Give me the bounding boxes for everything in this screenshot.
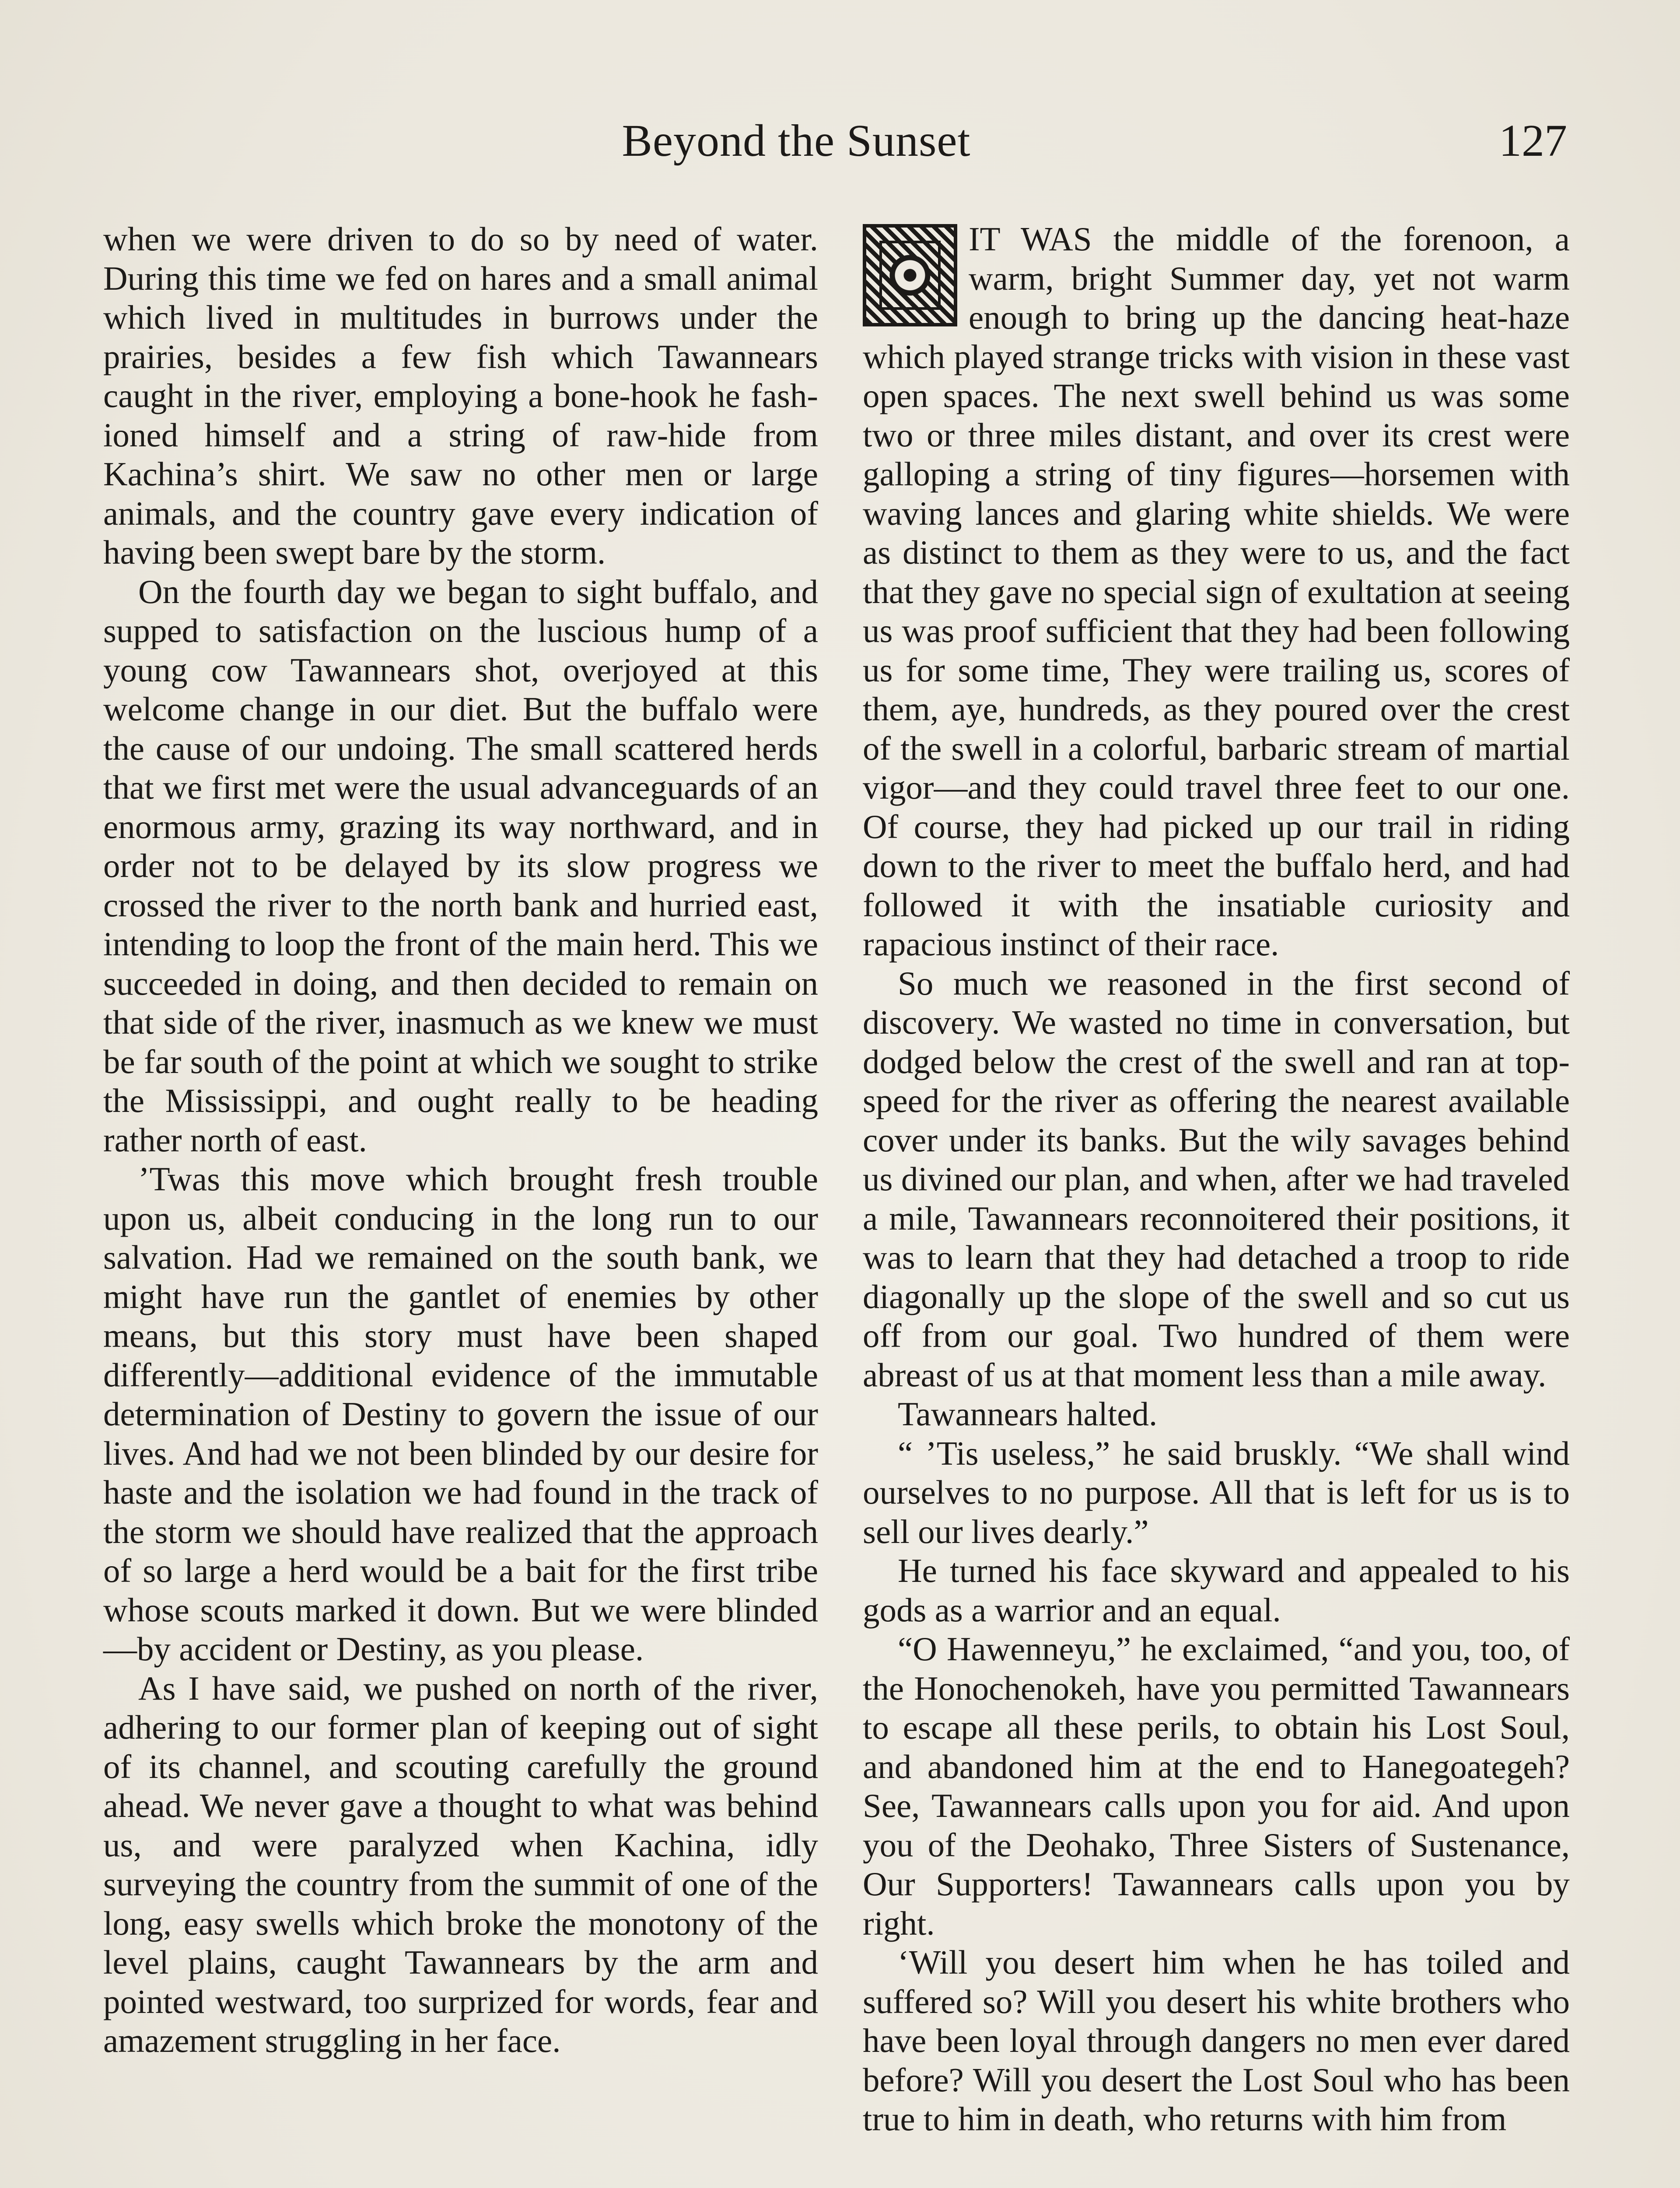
paragraph: As I have said, we pushed on north of the river, adhering to our former plan of keeping out of sight of its channel, and scouting carefully the ground ahead. We never gave a thought to what was behind us, and were paralyzed when Kachina, idly surveying the country from the summit of one of the long, easy swells which broke the monotony of the level plains, caught Tawannears by the arm and pointed westward, too surprized for words, fear and amazement struggling in her face. <box>103 1669 818 2059</box>
paragraph: “ ’Tis useless,” he said bruskly. “We shall wind ourselves to no purpose. All that is left for us is to sell our lives dearly.” <box>863 1434 1570 1550</box>
paragraph: ‘Will you desert him when he has toiled and suffered so? Will you desert his white brothers who have been loyal through dangers no men ever dared before? Will you desert the Lost Soul who has been true to him in death, who returns with him from <box>863 1943 1570 2138</box>
paragraph: “O Hawenneyu,” he exclaimed, “and you, too, of the Honochenokeh, have you permitted Tawannears to escape all these perils, to obtain his Lost Soul, and abandoned him at the end to Hanegoategeh? See, Tawannears calls upon you for aid. And upon you of the Deohako, Three Sisters of Sustenance, Our Supporters! Tawannears calls upon you by right. <box>863 1630 1570 1942</box>
running-head-title: Beyond the Sunset <box>622 116 971 166</box>
paragraph: ’Twas this move which brought fresh trouble upon us, albeit conducing in the long run to our salvation. Had we remained on the south bank, we might have run the gantlet of enemies by other means, but this story must have been shaped differently—additional evidence of the immutable determination of Destiny to govern the issue of our lives. And had we not been blinded by our desire for haste and the isolation we had found in the track of the storm we should have realized that the approach of so large a herd would be a bait for the first tribe whose scouts marked it down. But we were blinded—by accident or Destiny, as you please. <box>103 1160 818 1668</box>
paragraph: So much we reasoned in the first second of discovery. We wasted no time in conversation, but dodged below the crest of the swell and ran at top-speed for the river as offering the nearest available cover under its banks. But the wily savages behind us divined our plan, and when, after we had traveled a mile, Tawannears reconnoitered their positions, it was to learn that they had detached a troop to ride diagonally up the slope of the swell and so cut us off from our goal. Two hundred of them were abreast of us at that moment less than a mile away. <box>863 964 1570 1394</box>
paragraph: He turned his face skyward and appealed to his gods as a warrior and an equal. <box>863 1552 1570 1629</box>
paragraph: On the fourth day we began to sight buffalo, and supped to satisfaction on the luscious hump of a young cow Tawannears shot, overjoyed at this welcome change in our diet. But the buffalo were the cause of our undoing. The small scattered herds that we first met were the usual advanceguards of an enormous army, grazing its way northward, and in order not to be delayed by its slow progress we crossed the river to the north bank and hurried east, intending to loop the front of the main herd. This we succeeded in doing, and then decided to remain on that side of the river, inasmuch as we knew we must be far south of the point at which we sought to strike the Mississippi, and ought really to be heading rather north of east. <box>103 572 818 1159</box>
paragraph: Tawannears halted. <box>898 1395 1158 1433</box>
section-lead-paragraph: IT WAS the middle of the forenoon, a warm, bright Summer day, yet not warm enough to bring up the dancing heat-haze which played strange tricks with vision in these vast open spaces. The next swell behind us was some two or three miles distant, and over its crest were galloping a string of tiny figures—horsemen with waving lances and glaring white shields. We were as distinct to them as they were to us, and the fact that they gave no special sign of exultation at seeing us was proof sufficient that they had been following us for some time, They were trailing us, scores of them, aye, hundreds, as they poured over the crest of the swell in a colorful, barbaric stream of martial vigor—and they could travel three feet to our one. Of course, they had picked up our trail in riding down to the river to meet the buffalo herd, and had followed it with the insatiable curiosity and rapacious instinct of their race. <box>863 220 1570 963</box>
left-text-column <box>103 220 818 2061</box>
paragraph: when we were driven to do so by need of water. During this time we fed on hares and a small animal which lived in multitudes in burrows under the prairies, besides a few fish which Tawannears caught in the river, employing a bone-hook he fashioned himself and a string of raw-hide from Kachina’s shirt. We saw no other men or large animals, and the country gave every indication of having been swept bare by the storm. <box>103 220 818 571</box>
decorative-ornament-icon <box>863 224 957 326</box>
ornamental-initial <box>863 224 957 332</box>
right-text-column <box>863 220 1570 2139</box>
page-number: 127 <box>1499 116 1567 166</box>
